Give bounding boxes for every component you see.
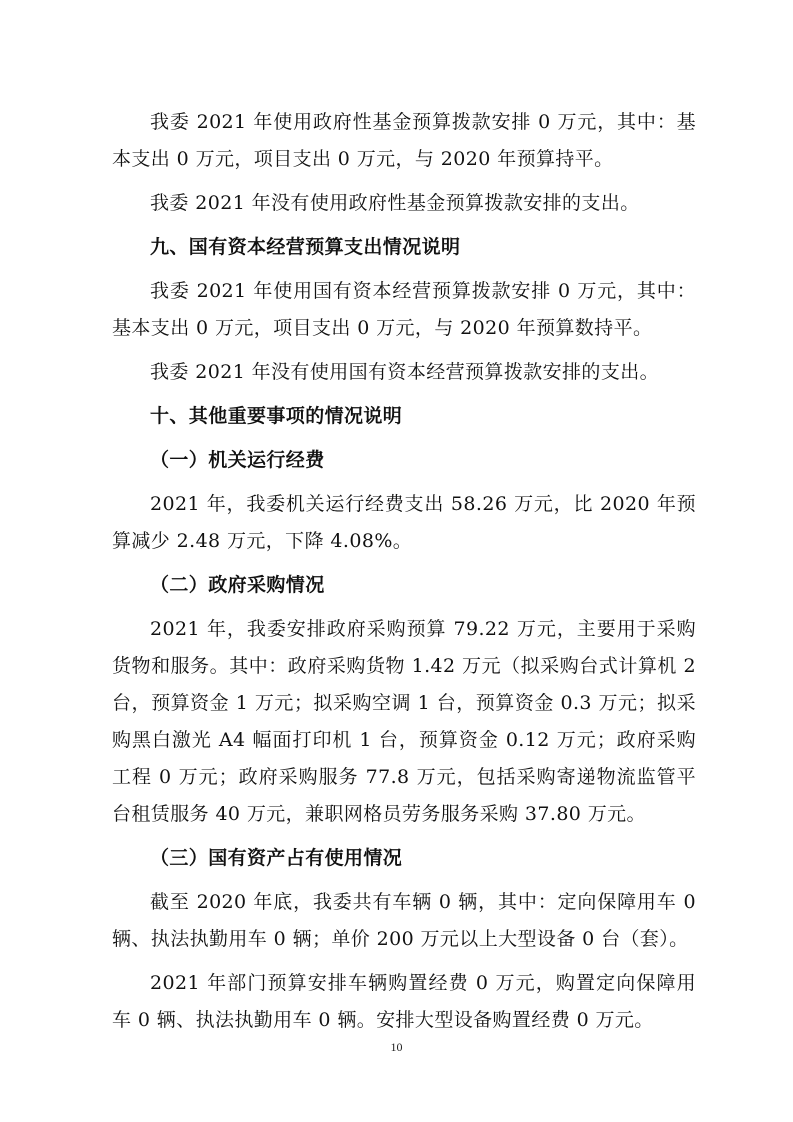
paragraph-state-capital-no-expense: 我委 2021 年没有使用国有资本经营预算拨款安排的支出。 — [150, 361, 660, 383]
paragraph-vehicles: 截至 2020 年底，我委共有车辆 0 辆，其中：定向保障用车 0 辆、执法执勤用车 0 辆；单价 200 万元以上大型设备 0 台（套）。 — [112, 891, 696, 950]
page-number: 10 — [390, 1040, 403, 1054]
heading-operating-expenses: （一）机关运行经费 — [150, 449, 325, 471]
paragraph-fund-budget: 我委 2021 年使用政府性基金预算拨款安排 0 万元，其中：基本支出 0 万元，项目支出 0 万元，与 2020 年预算持平。 — [112, 111, 696, 170]
heading-procurement: （二）政府采购情况 — [150, 574, 325, 596]
document-body — [112, 104, 696, 1046]
heading-section-9: 九、国有资本经营预算支出情况说明 — [150, 236, 461, 258]
heading-state-assets: （三）国有资产占有使用情况 — [150, 847, 403, 869]
heading-section-10: 十、其他重要事项的情况说明 — [150, 405, 403, 427]
paragraph-procurement: 2021 年，我委安排政府采购预算 79.22 万元，主要用于采购货物和服务。其中：政府采购货物 1.42 万元（拟采购台式计算机 2 台，预算资金 1 万元；拟采购空调 1 台，预算资金 0.3 万元；拟采购黑白激光 A4 幅面打印机 1 台，预算资金 0.12 万元；政府采购工程 0 万元；政府采购服务 77.8 万元，包括采购寄递物流监管平台租赁服务 40 万元，兼职网格员劳务服务采购 37.80 万元。 — [112, 618, 696, 825]
paragraph-operating-expenses: 2021 年，我委机关运行经费支出 58.26 万元，比 2020 年预算减少 2.48 万元，下降 4.08%。 — [112, 493, 696, 552]
paragraph-state-capital-budget: 我委 2021 年使用国有资本经营预算拨款安排 0 万元，其中：基本支出 0 万元，项目支出 0 万元，与 2020 年预算数持平。 — [112, 280, 696, 339]
paragraph-fund-no-expense: 我委 2021 年没有使用政府性基金预算拨款安排的支出。 — [150, 192, 640, 214]
paragraph-vehicle-purchase: 2021 年部门预算安排车辆购置经费 0 万元，购置定向保障用车 0 辆、执法执勤用车 0 辆。安排大型设备购置经费 0 万元。 — [112, 972, 696, 1031]
